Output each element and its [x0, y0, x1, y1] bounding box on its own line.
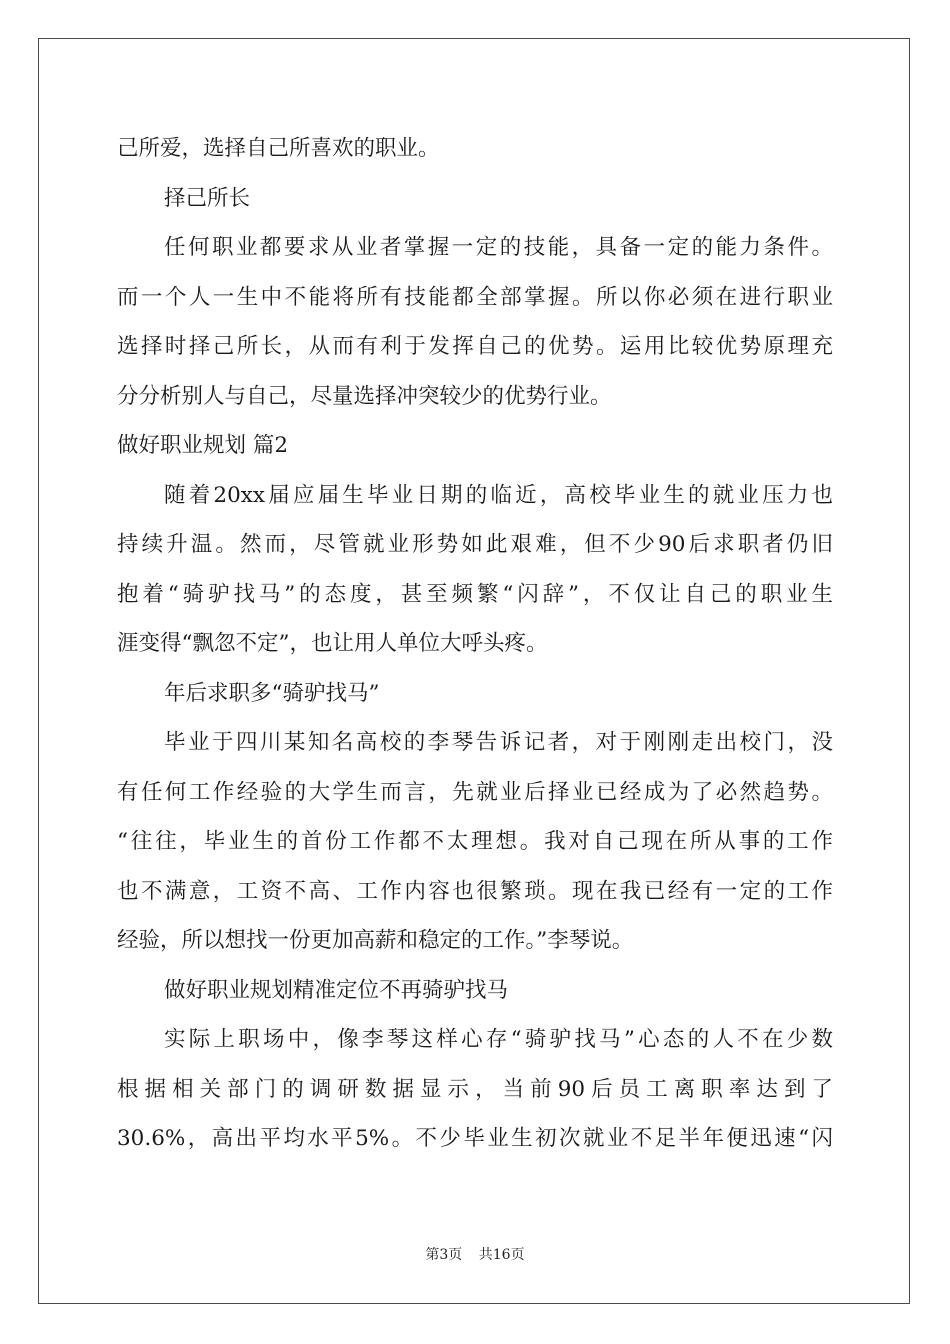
text-line-11: 涯变得“飘忽不定”，也让用人单位大呼头疼。 — [117, 631, 548, 656]
text-line-20: 根据相关部门的调研数据显示，当前90后员工离职率达到了 — [117, 1076, 833, 1102]
text-line-21: 30.6%，高出平均水平5%。不少毕业生初次就业不足半年便迅速“闪 — [117, 1126, 833, 1151]
text-line-9: 持续升温。然而，尽管就业形势如此艰难，但不少90后求职者仍旧 — [117, 532, 833, 557]
article-heading: 做好职业规划 篇2 — [117, 433, 289, 458]
text-line-16: 也不满意，工资不高、工作内容也很繁琐。现在我已经有一定的工作 — [117, 878, 833, 904]
page-footer — [0, 1244, 950, 1264]
text-line-3: 任何职业都要求从业者掌握一定的技能，具备一定的能力条件。 — [164, 235, 833, 260]
text-line-14: 有任何工作经验的大学生而言，先就业后择业已经成为了必然趋势。 — [117, 779, 833, 805]
text-line-10: 抱着“骑驴找马”的态度，甚至频繁“闪辞”，不仅让自己的职业生 — [117, 581, 833, 607]
text-line-8: 随着20xx届应届生毕业日期的临近，高校毕业生的就业压力也 — [164, 482, 833, 508]
text-line-6: 分分析别人与自己，尽量选择冲突较少的优势行业。 — [117, 383, 612, 409]
document-body — [117, 124, 833, 1164]
section-heading: 年后求职多“骑驴找马” — [164, 680, 380, 706]
text-line-17: 经验，所以想找一份更加高薪和稳定的工作。”李琴说。 — [117, 928, 634, 953]
text-line-4: 而一个人一生中不能将所有技能都全部掌握。所以你必须在进行职业 — [117, 284, 833, 310]
text-line-19: 实际上职场中，像李琴这样心存“骑驴找马”心态的人不在少数 — [164, 1027, 833, 1052]
section-heading: 择己所长 — [164, 185, 251, 211]
text-line-15: “往往，毕业生的首份工作都不太理想。我对自己现在所从事的工作 — [117, 829, 833, 854]
page-number: 第3页 — [425, 1247, 463, 1263]
text-line-13: 毕业于四川某知名高校的李琴告诉记者，对于刚刚走出校门，没 — [164, 730, 833, 755]
section-heading: 做好职业规划精准定位不再骑驴找马 — [164, 977, 509, 1003]
text-line-5: 选择时择己所长，从而有利于发挥自己的优势。运用比较优势原理充 — [117, 334, 833, 359]
page-total: 共16页 — [478, 1247, 525, 1263]
text-line-1: 己所爱，选择自己所喜欢的职业。 — [117, 136, 440, 161]
